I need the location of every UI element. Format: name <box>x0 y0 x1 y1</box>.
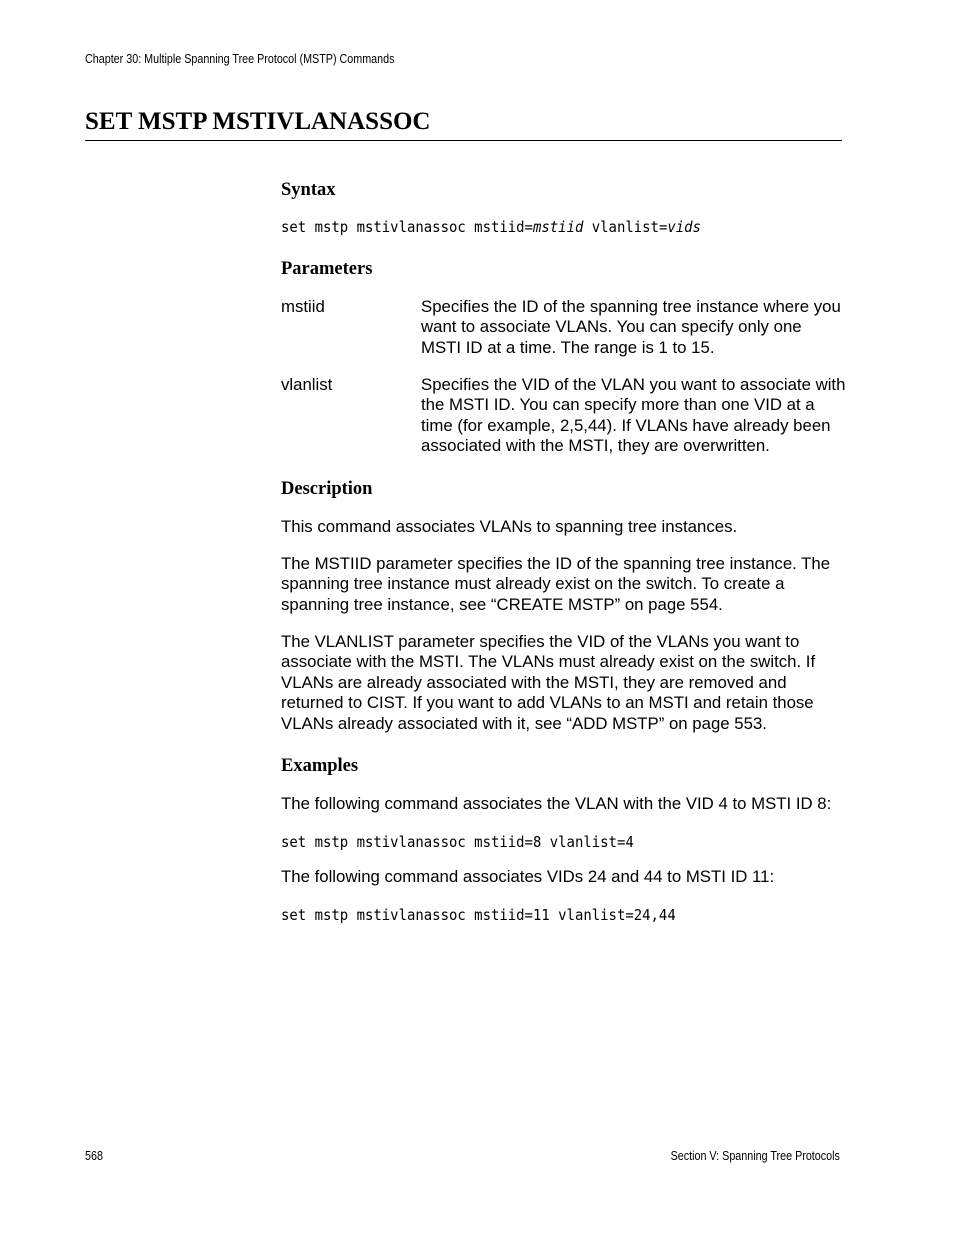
description-paragraph: The MSTIID parameter specifies the ID of the spanning tree instance. The spanning tree instance must already exist on the switch. To create a spanning tree instance, see “CREATE MSTP” on page 554. <box>281 554 831 614</box>
param-name-vlanlist: vlanlist <box>281 375 333 394</box>
parameters-heading: Parameters <box>281 259 373 279</box>
example-code: set mstp mstivlanassoc mstiid=8 vlanlist=4 <box>281 833 634 851</box>
page-title: SET MSTP MSTIVLANASSOC <box>85 108 431 135</box>
example-code: set mstp mstivlanassoc mstiid=11 vlanlist=24,44 <box>281 906 676 924</box>
syntax-arg-vids: vids <box>667 218 701 236</box>
running-header: Chapter 30: Multiple Spanning Tree Protocol (MSTP) Commands <box>85 52 395 66</box>
running-footer-section: Section V: Spanning Tree Protocols <box>670 1149 840 1163</box>
page-number: 568 <box>85 1149 103 1163</box>
description-paragraph: The VLANLIST parameter specifies the VID of the VLANs you want to associate with the MSTI. The VLANs must already exist on the switch. If VLANs are already associated with the MSTI, they are removed and returned to CIST. If you want to add VLANs to an MSTI and retain those VLANs already associated with it, see “ADD MSTP” on page 553. <box>281 632 816 733</box>
syntax-arg-mstiid: mstiid <box>532 218 584 236</box>
title-rule <box>85 140 842 141</box>
description-heading: Description <box>281 479 373 499</box>
param-name-mstiid: mstiid <box>281 297 325 316</box>
example-text: The following command associates VIDs 24 and 44 to MSTI ID 11: <box>281 867 775 886</box>
syntax-code: set mstp mstivlanassoc mstiid=mstiid vlanlist=vids <box>281 218 701 236</box>
param-desc-mstiid: Specifies the ID of the spanning tree instance where you want to associate VLANs. You can specify only one MSTI ID at a time. The range is 1 to 15. <box>421 297 841 357</box>
examples-heading: Examples <box>281 756 359 776</box>
description-paragraph: This command associates VLANs to spanning tree instances. <box>281 517 738 536</box>
syntax-heading: Syntax <box>281 180 336 200</box>
param-desc-vlanlist: Specifies the VID of the VLAN you want to associate with the MSTI ID. You can specify more than one VID at a time (for example, 2,5,44). If VLANs have already been associated with the MSTI, they are overwritten. <box>421 375 846 456</box>
example-text: The following command associates the VLAN with the VID 4 to MSTI ID 8: <box>281 794 832 813</box>
